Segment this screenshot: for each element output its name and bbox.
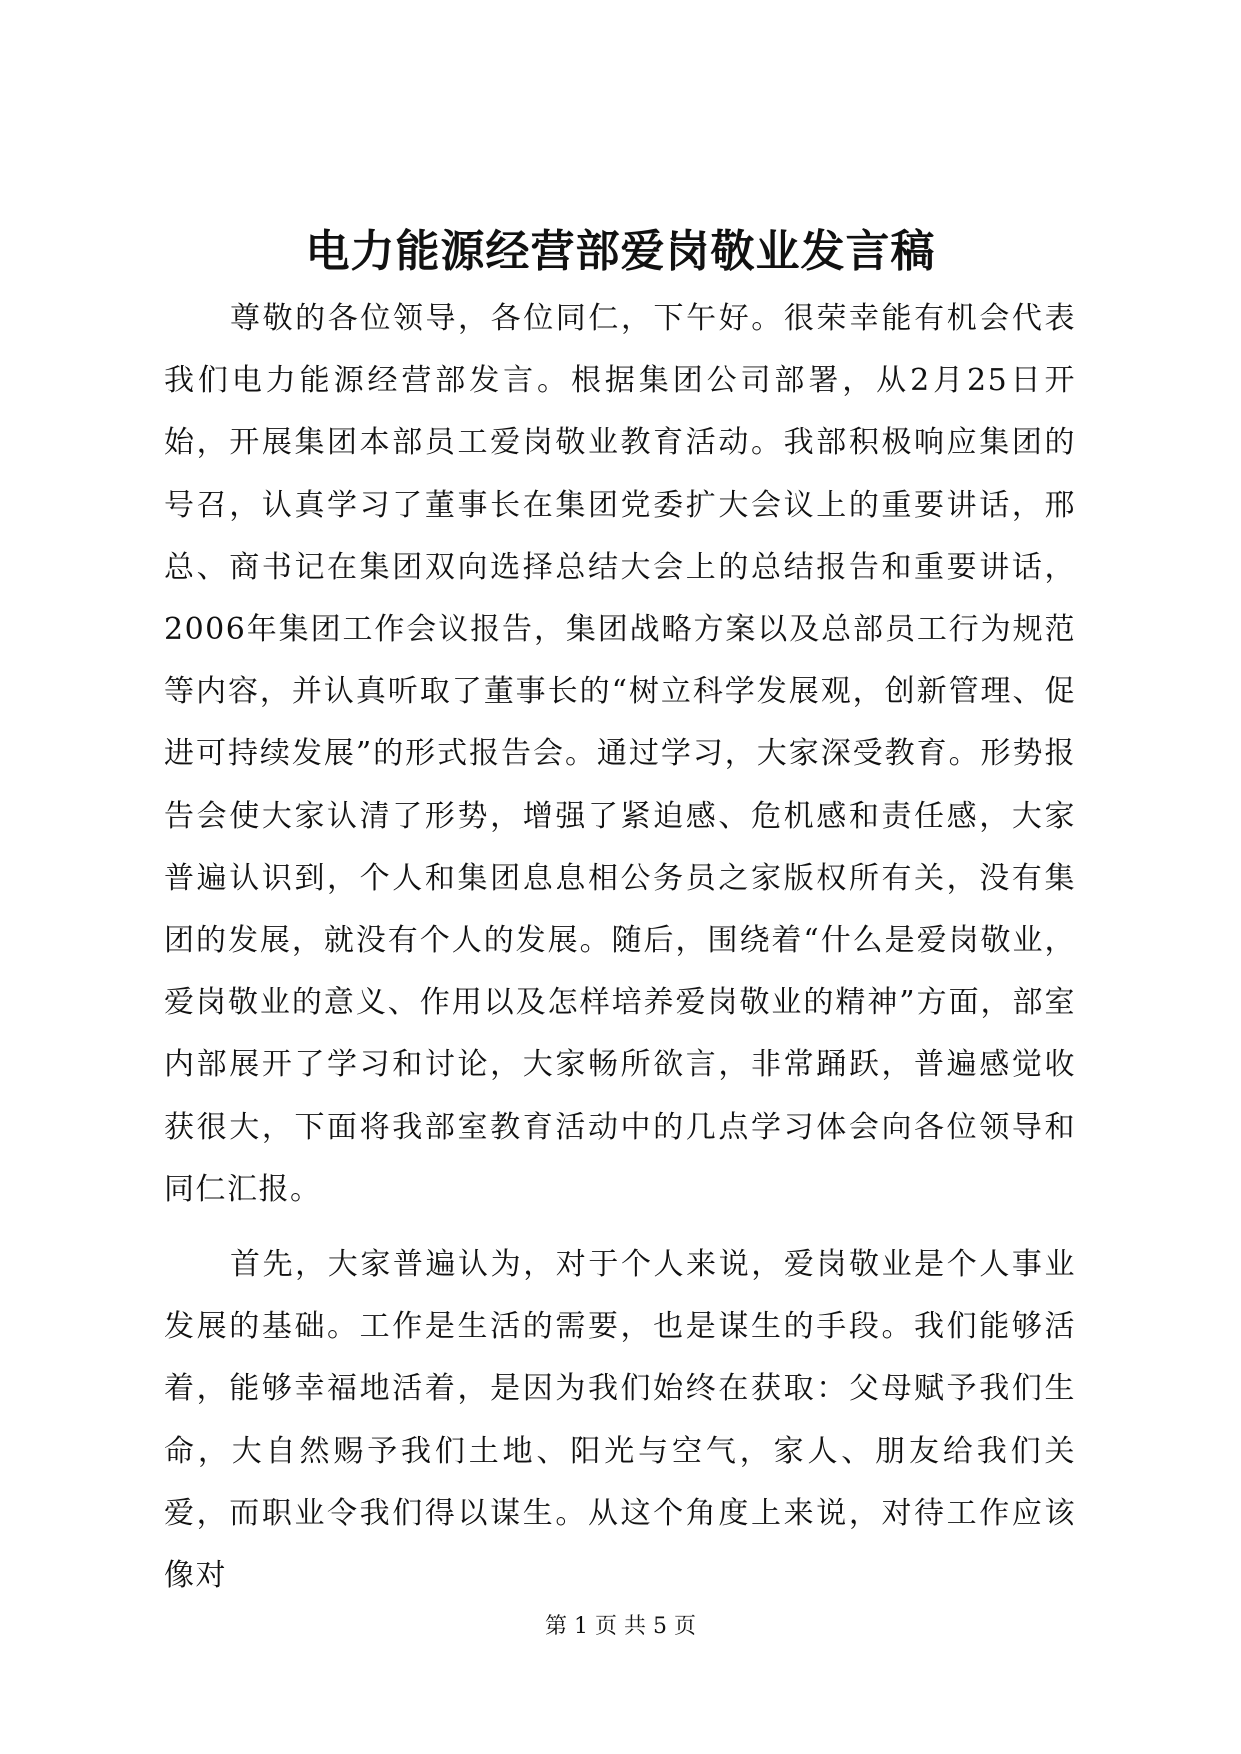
body-paragraph: 首先，大家普遍认为，对于个人来说，爱岗敬业是个人事业发展的基础。工作是生活的需要，也是谋生的手段。我们能够活着，能够幸福地活着，是因为我们始终在获取：父母赋予我们生命，大自然赐予我们土地、阳光与空气，家人、朋友给我们关爱，而职业令我们得以谋生。从这个角度上来说，对待工作应该像对 — [164, 1247, 1076, 1594]
document-title: 电力能源经营部爱岗敬业发言稿 — [305, 226, 936, 277]
document-body — [164, 288, 1076, 1607]
page-footer: 第 1 页 共 5 页 — [545, 1614, 696, 1639]
body-paragraph: 尊敬的各位领导，各位同仁，下午好。很荣幸能有机会代表我们电力能源经营部发言。根据集团公司部署，从2月25日开始，开展集团本部员工爱岗敬业教育活动。我部积极响应集团的号召，认真学习了董事长在集团党委扩大会议上的重要讲话，邢总、商书记在集团双向选择总结大会上的总结报告和重要讲话，2006年集团工作会议报告，集团战略方案以及总部员工行为规范等内容，并认真听取了董事长的“树立科学发展观，创新管理、促进可持续发展”的形式报告会。通过学习，大家深受教育。形势报告会使大家认清了形势，增强了紧迫感、危机感和责任感，大家普遍认识到，个人和集团息息相公务员之家版权所有关，没有集团的发展，就没有个人的发展。随后，围绕着“什么是爱岗敬业，爱岗敬业的意义、作用以及怎样培养爱岗敬业的精神”方面，部室内部展开了学习和讨论，大家畅所欲言，非常踊跃，普遍感觉收获很大，下面将我部室教育活动中的几点学习体会向各位领导和同仁汇报。 — [164, 301, 1076, 1207]
